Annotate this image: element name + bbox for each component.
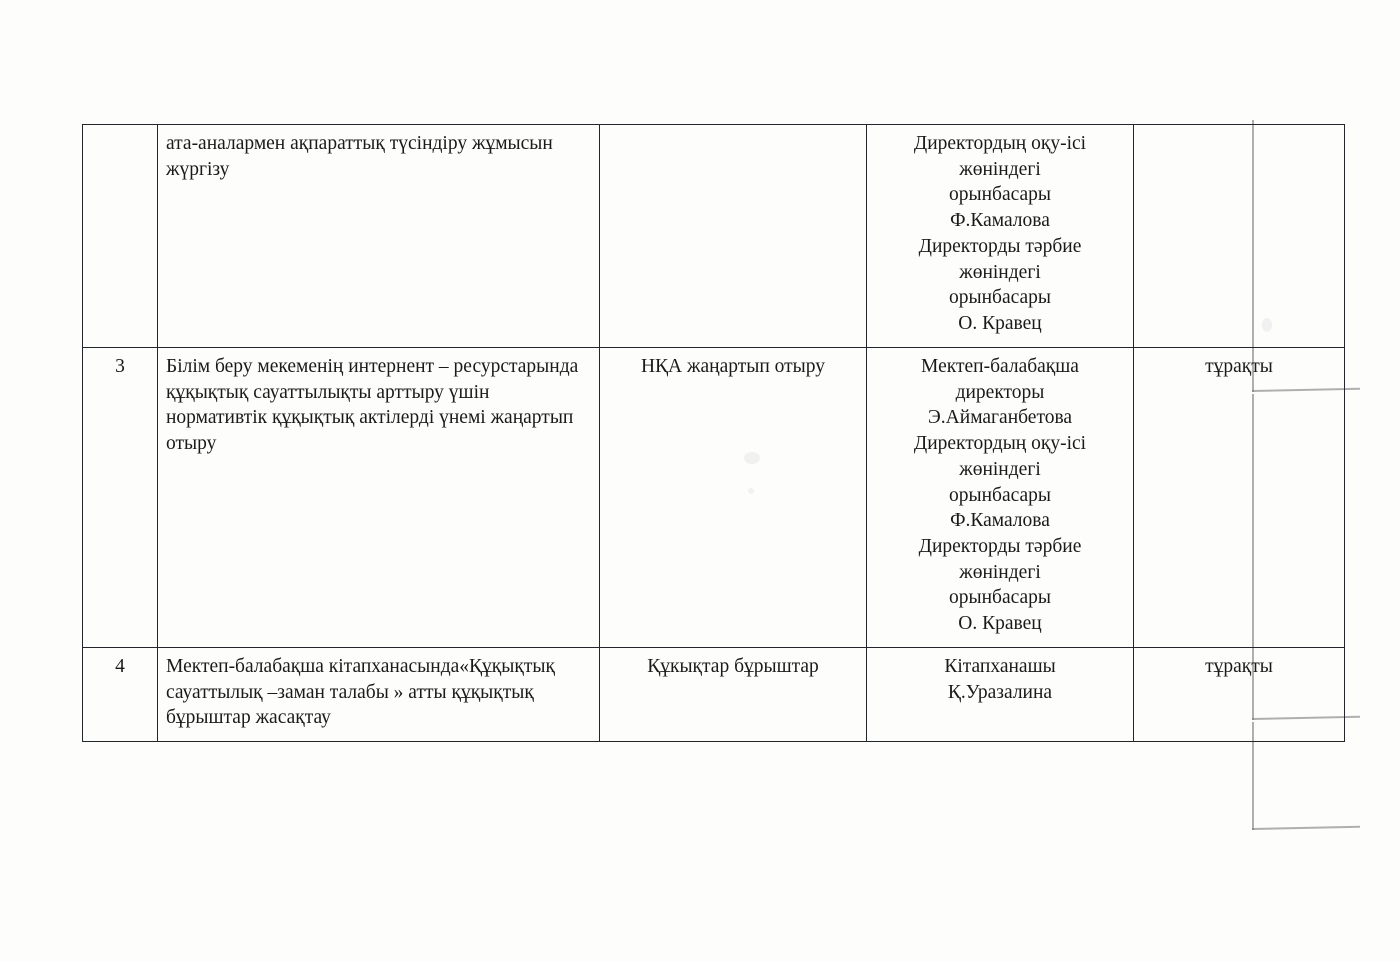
cell-responsible [867, 347, 1134, 647]
responsible-line: жөніндегі [959, 261, 1041, 283]
cell-number [83, 125, 158, 348]
cell-responsible [867, 647, 1134, 741]
responsible-line: директоры [955, 381, 1045, 403]
cell-number: 4 [83, 647, 158, 741]
responsible-line: жөніндегі [959, 561, 1041, 583]
responsible-line: Директорды тәрбие [918, 536, 1082, 558]
document-table [82, 124, 1345, 742]
responsible-line: орынбасары [948, 287, 1051, 309]
responsible-line: орынбасары [948, 484, 1051, 506]
cell-task: Мектеп-балабақша кітапханасында«Құқықтық сауаттылық –заман талабы » атты құқықтық бұрыштар жасақтау [158, 647, 600, 741]
cell-task: Білім беру мекеменің интернент – ресурстарында құқықтық сауаттылықты арттыру үшін нормативтік құқықтық актілерді үнемі жаңартып отыру [158, 347, 600, 647]
responsible-line: Ф.Камалова [950, 510, 1050, 532]
responsible-line: Мектеп-балабақша [921, 355, 1079, 377]
responsible-line: Қ.Уразалина [947, 681, 1053, 703]
table-row [83, 347, 1345, 647]
cell-document: Құкықтар бұрыштар [600, 647, 867, 741]
cell-task: ата-аналармен ақпараттық түсіндіру жұмысын жүргізу [158, 125, 600, 348]
responsible-line: жөніндегі [959, 458, 1041, 480]
responsible-line: орынбасары [948, 587, 1051, 609]
responsible-line: орынбасары [948, 184, 1051, 206]
responsible-line: О. Кравец [958, 313, 1042, 335]
responsible-line: О. Кравец [958, 613, 1042, 635]
cell-term: тұрақты [1134, 347, 1345, 647]
cell-term: тұрақты [1134, 647, 1345, 741]
responsible-line: Ф.Камалова [950, 210, 1050, 232]
cell-number: 3 [83, 347, 158, 647]
responsible-line: жөніндегі [959, 158, 1041, 180]
cell-document [600, 125, 867, 348]
cell-term [1134, 125, 1345, 348]
responsible-line: Э.Аймаганбетова [927, 407, 1073, 429]
responsible-line: Директордың оқу-ісі [913, 133, 1087, 154]
cell-responsible [867, 125, 1134, 348]
table-row [83, 647, 1345, 741]
responsible-line: Директорды тәрбие [918, 235, 1082, 257]
responsible-line: Кітапханашы [944, 655, 1056, 677]
responsible-line: Директордың оқу-ісі [913, 433, 1087, 455]
cell-document: НҚА жаңартып отыру [600, 347, 867, 647]
table-row [83, 125, 1345, 348]
